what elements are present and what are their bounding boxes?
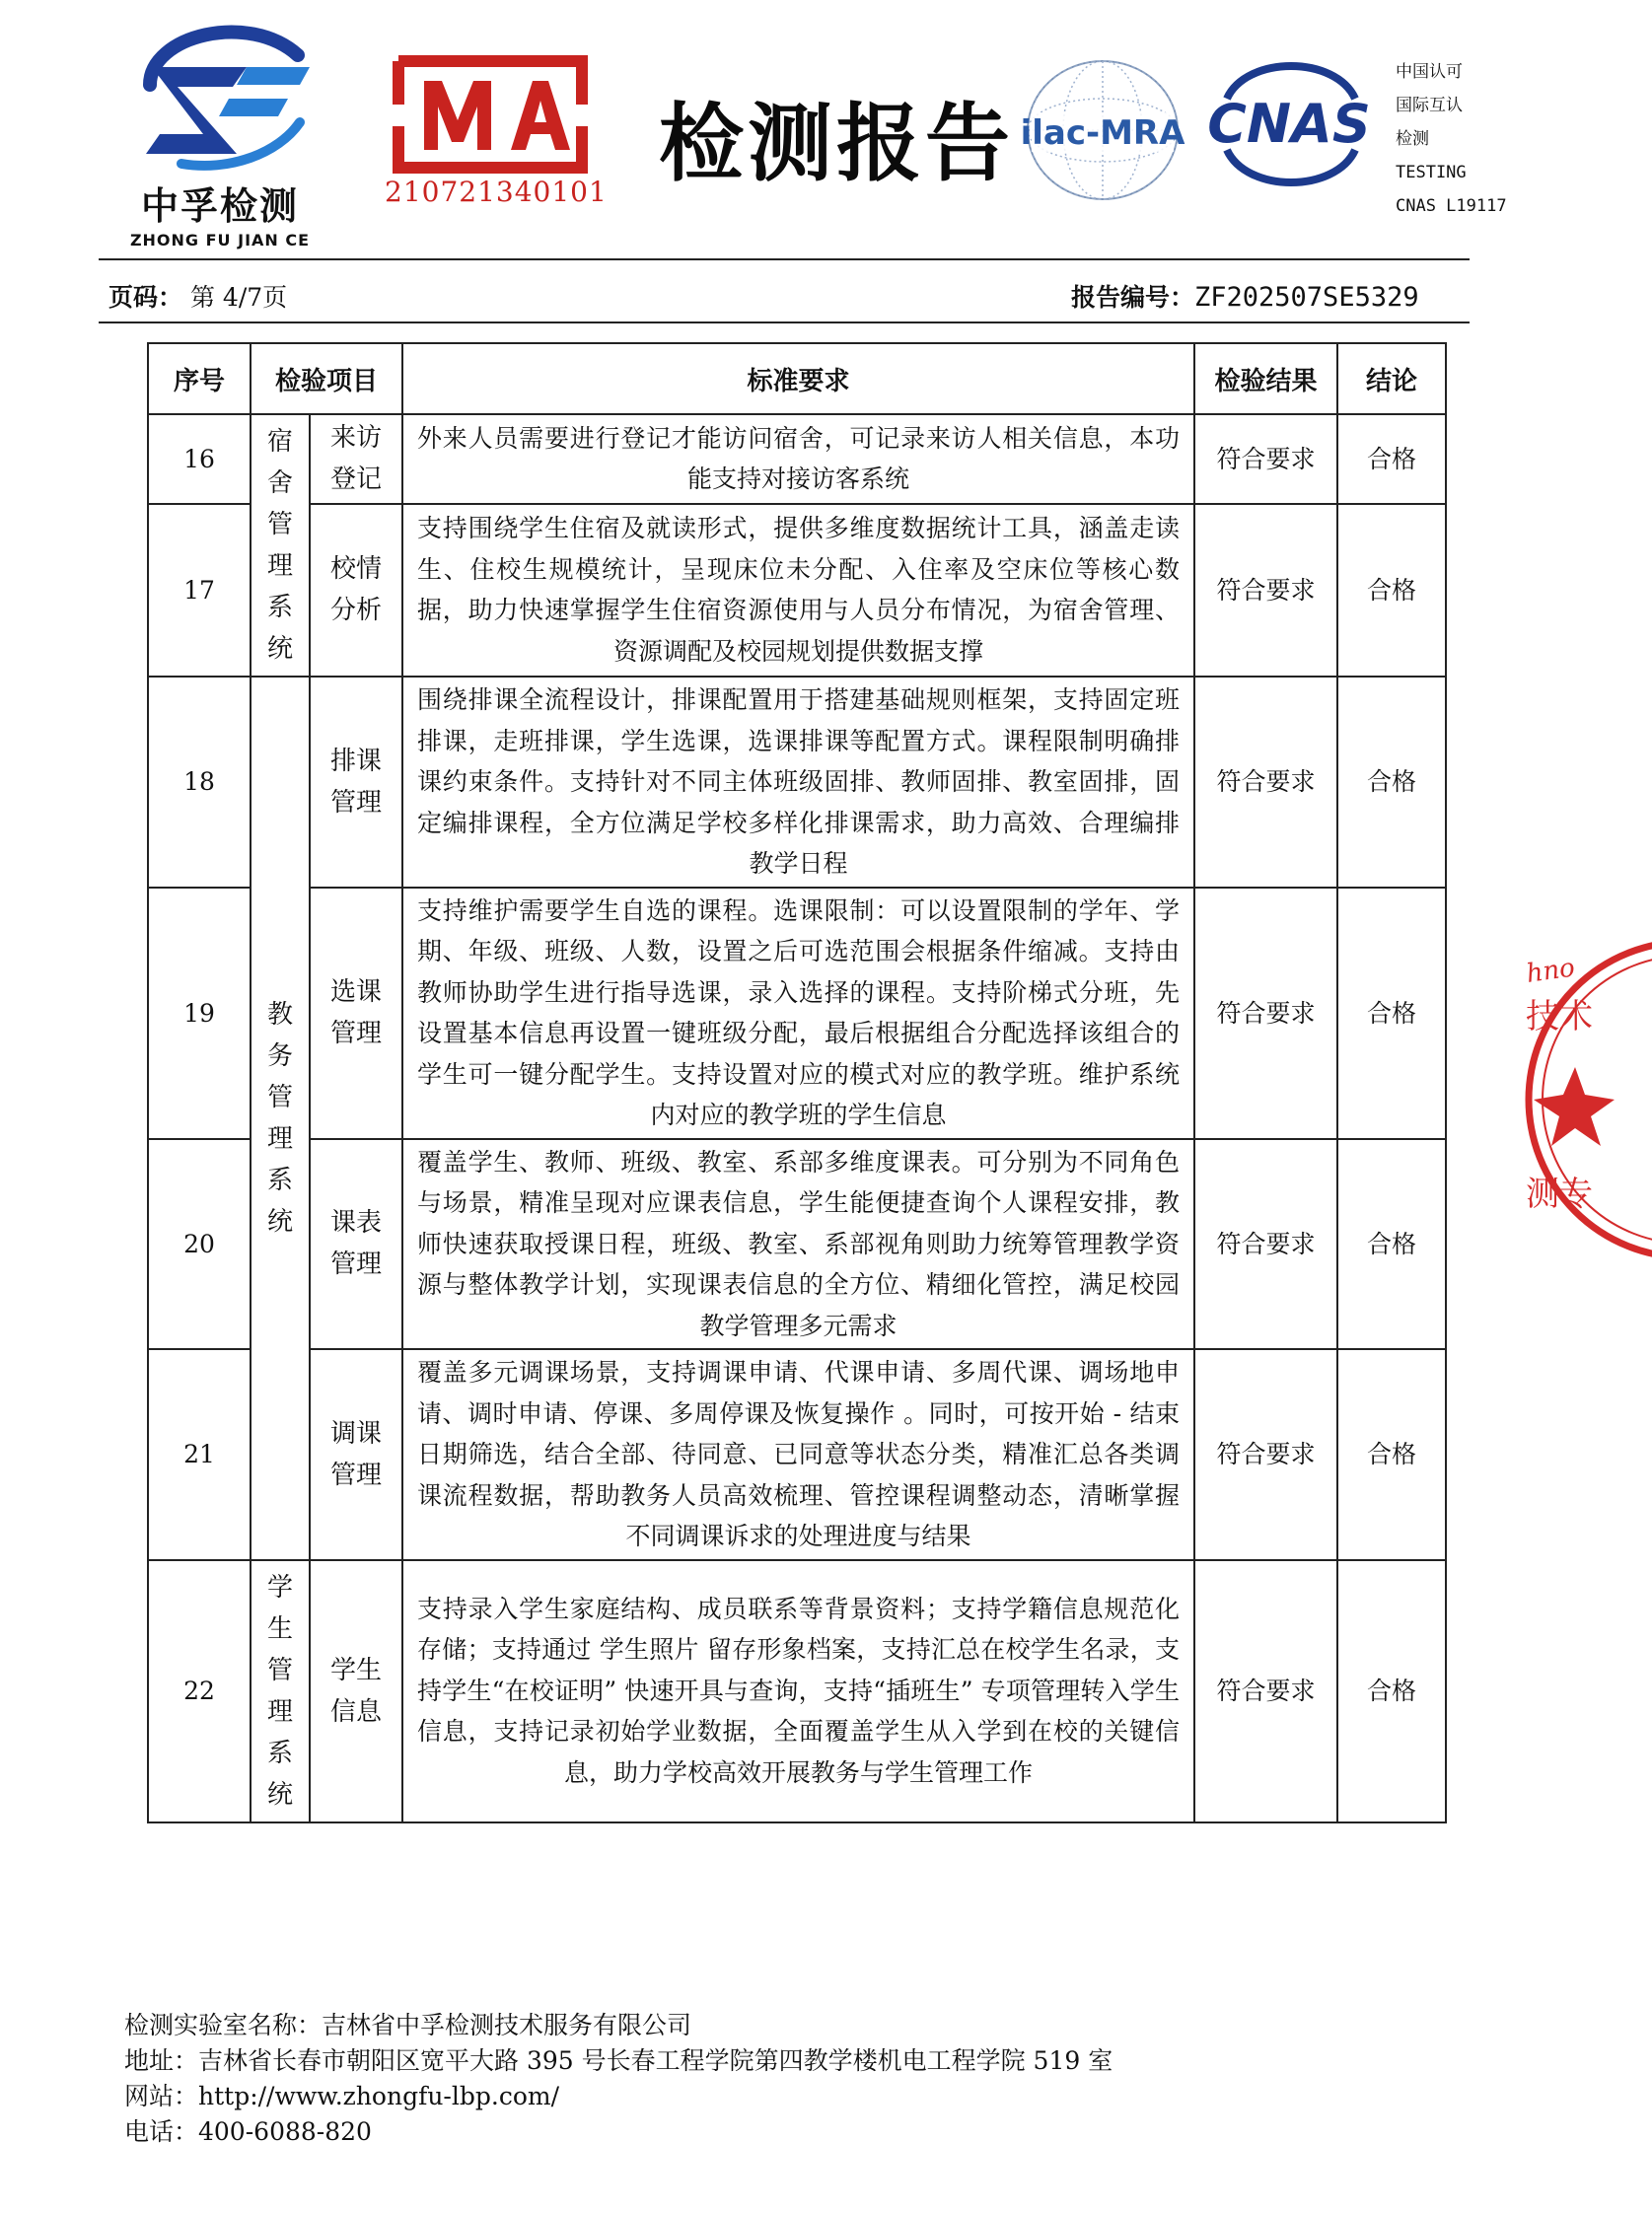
row-item: 选课管理	[310, 888, 402, 1139]
ilac-mra-logo	[1020, 57, 1185, 203]
row-no: 16	[148, 414, 251, 504]
cma-logo	[385, 55, 608, 213]
row-result: 符合要求	[1194, 1560, 1337, 1822]
header-no: 序号	[148, 343, 251, 414]
mra-line-1: 中国认可	[1396, 62, 1463, 82]
stamp-text-1: hno	[1524, 953, 1577, 989]
footer-address: 地址：吉林省长春市朝阳区宽平大路 395 号长春工程学院第四教学楼机电工程学院 519 室	[124, 2046, 1113, 2075]
table-row	[148, 1560, 1446, 1822]
row-no: 22	[148, 1560, 251, 1822]
ilac-globe-icon	[1020, 57, 1185, 203]
header-divider-top	[99, 258, 1470, 260]
page-number	[108, 278, 287, 314]
row-conclusion: 合格	[1337, 414, 1446, 504]
system-name: 宿舍管理系统	[266, 427, 293, 664]
table-row	[148, 1139, 1446, 1350]
seal-stamp-icon	[1524, 937, 1652, 1262]
row-standard: 围绕排课全流程设计，排课配置用于搭建基础规则框架，支持固定班排课，走班排课，学生选课，选课排课等配置方式。课程限制明确排课约束条件。支持针对不同主体班级固排、教师固排、教室固排，固定编排课程，全方位满足学校多样化排课需求，助力高效、合理编排教学日程	[402, 677, 1194, 888]
system-name: 学生管理系统	[266, 1572, 293, 1810]
cnas-mark-icon	[1207, 59, 1371, 187]
company-logo-en: ZHONG FU JIAN CE	[129, 231, 311, 250]
report-label: 报告编号：	[1071, 283, 1195, 312]
table-row	[148, 888, 1446, 1139]
row-standard: 支持围绕学生住宿及就读形式，提供多维度数据统计工具，涵盖走读生、住校生规模统计，呈现床位未分配、入住率及空床位等核心数据，助力快速掌握学生住宿资源使用与人员分布情况，为宿舍管理、资源调配及校园规划提供数据支撑	[402, 504, 1194, 677]
requirements-table	[147, 342, 1447, 1823]
company-logo	[116, 16, 323, 250]
row-item: 课表管理	[310, 1139, 402, 1350]
footer	[124, 2008, 1113, 2150]
footer-lab-name: 检测实验室名称：吉林省中孚检测技术服务有限公司	[124, 2011, 692, 2039]
row-no: 19	[148, 888, 251, 1139]
row-conclusion: 合格	[1337, 1560, 1446, 1822]
row-result: 符合要求	[1194, 888, 1337, 1139]
table-row	[148, 1349, 1446, 1560]
row-result: 符合要求	[1194, 414, 1337, 504]
row-item: 学生信息	[310, 1560, 402, 1822]
row-no: 17	[148, 504, 251, 677]
row-item: 来访登记	[310, 414, 402, 504]
system-name: 教务管理系统	[266, 999, 293, 1237]
header-item: 检验项目	[251, 343, 402, 414]
row-standard: 覆盖多元调课场景，支持调课申请、代课申请、多周代课、调场地申请、调时申请、停课、多周停课及恢复操作 。同时，可按开始 - 结束日期筛选，结合全部、待同意、已同意等状态分类，精准汇总各类调课流程数据，帮助教务人员高效梳理、管控课程调整动态，清晰掌握不同调课诉求的处理进度与结果	[402, 1349, 1194, 1560]
row-result: 符合要求	[1194, 1349, 1337, 1560]
row-standard: 外来人员需要进行登记才能访问宿舍，可记录来访人相关信息，本功能支持对接访客系统	[402, 414, 1194, 504]
mra-line-3: 检测	[1396, 129, 1429, 149]
row-standard: 覆盖学生、教师、班级、教室、系部多维度课表。可分别为不同角色与场景，精准呈现对应课表信息，学生能便捷查询个人课程安排，教师快速获取授课日程，班级、教室、系部视角则助力统筹管理教学资源与整体教学计划，实现课表信息的全方位、精细化管控，满足校园教学管理多元需求	[402, 1139, 1194, 1350]
stamp-text-2: 技术	[1526, 997, 1593, 1036]
mra-line-5: CNAS L19117	[1396, 196, 1507, 216]
report-value: ZF202507SE5329	[1194, 282, 1419, 313]
system-cell	[251, 414, 310, 677]
seal-stamp	[1524, 937, 1652, 1262]
cma-mark-icon	[385, 55, 596, 174]
table-header-row	[148, 343, 1446, 414]
zf-emblem-icon	[130, 16, 310, 174]
header-conclusion: 结论	[1337, 343, 1446, 414]
row-conclusion: 合格	[1337, 1349, 1446, 1560]
table-row	[148, 414, 1446, 504]
footer-website: 网站：http://www.zhongfu-lbp.com/	[124, 2082, 560, 2110]
header-divider-bottom	[99, 321, 1470, 323]
page-label: 页码：	[108, 283, 183, 312]
header-result: 检验结果	[1194, 343, 1337, 414]
system-cell	[251, 1560, 310, 1822]
row-conclusion: 合格	[1337, 677, 1446, 888]
row-result: 符合要求	[1194, 677, 1337, 888]
report-number	[1071, 278, 1419, 314]
ilac-mark-text: ilac-MRA	[1020, 113, 1185, 153]
footer-phone: 电话：400-6088-820	[124, 2117, 372, 2146]
company-logo-cn: 中孚检测	[140, 184, 299, 228]
report-title: 检测报告	[659, 95, 1014, 193]
mra-line-2: 国际互认	[1396, 96, 1463, 115]
row-no: 21	[148, 1349, 251, 1560]
cma-number: 210721340101	[385, 176, 608, 208]
row-no: 18	[148, 677, 251, 888]
system-cell	[251, 677, 310, 1560]
table-row	[148, 504, 1446, 677]
mra-line-4: TESTING	[1396, 163, 1467, 182]
table-row	[148, 677, 1446, 888]
row-conclusion: 合格	[1337, 888, 1446, 1139]
accreditation-text	[1396, 55, 1507, 223]
header-standard: 标准要求	[402, 343, 1194, 414]
row-conclusion: 合格	[1337, 504, 1446, 677]
row-standard: 支持录入学生家庭结构、成员联系等背景资料；支持学籍信息规范化存储；支持通过 学生照片 留存形象档案，支持汇总在校学生名录，支持学生“在校证明” 快速开具与查询，支持“插班生” 专项管理转入学生信息，支持记录初始学业数据，全面覆盖学生从入学到在校的关键信息，助力学校高效开展教务与学生管理工作	[402, 1560, 1194, 1822]
row-item: 调课管理	[310, 1349, 402, 1560]
cnas-logo	[1207, 59, 1371, 187]
page-value: 第 4/7页	[189, 283, 288, 312]
row-item: 校情分析	[310, 504, 402, 677]
row-result: 符合要求	[1194, 1139, 1337, 1350]
row-standard: 支持维护需要学生自选的课程。选课限制：可以设置限制的学年、学期、年级、班级、人数，设置之后可选范围会根据条件缩减。支持由教师协助学生进行指导选课，录入选择的课程。支持阶梯式分班，先设置基本信息再设置一键班级分配，最后根据组合分配选择该组合的学生可一键分配学生。支持设置对应的模式对应的教学班。维护系统内对应的教学班的学生信息	[402, 888, 1194, 1139]
row-no: 20	[148, 1139, 251, 1350]
row-conclusion: 合格	[1337, 1139, 1446, 1350]
cnas-mark-text: CNAS	[1207, 93, 1371, 155]
row-result: 符合要求	[1194, 504, 1337, 677]
row-item: 排课管理	[310, 677, 402, 888]
stamp-text-3: 测专	[1526, 1175, 1593, 1214]
